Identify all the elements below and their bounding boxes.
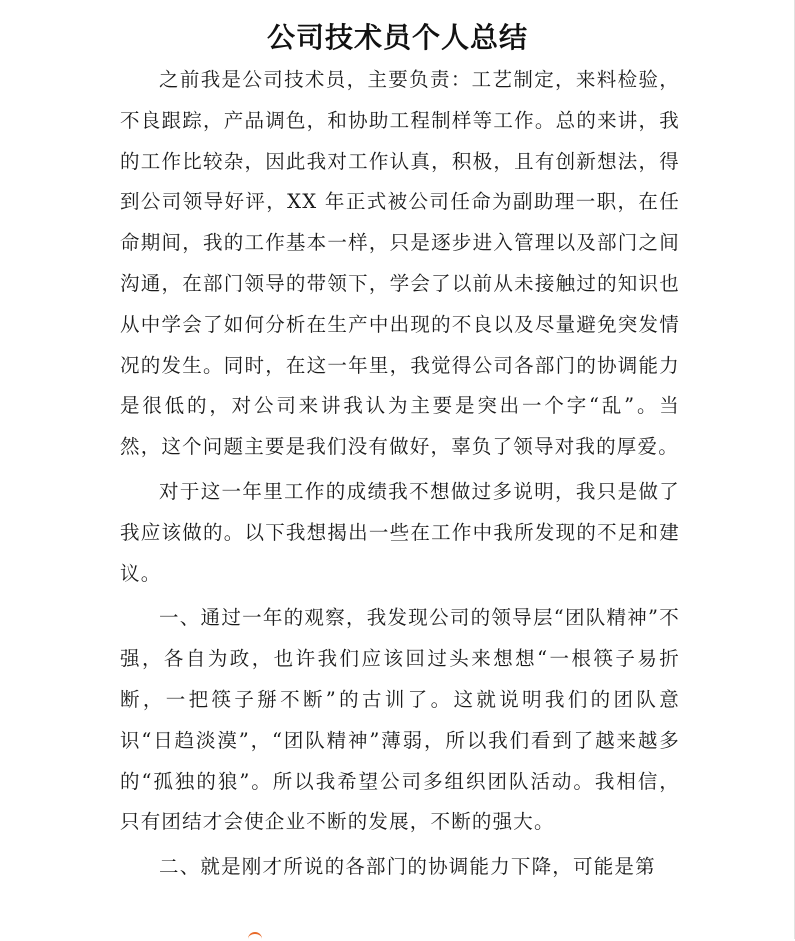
paragraph-intro: 之前我是公司技术员，主要负责：工艺制定，来料检验，不良跟踪，产品调色，和协助工程制样等工作。总的来讲，我的工作比较杂，因此我对工作认真，积极，且有创新想法，得到公司领导好评，XX 年正式被公司任命为副助理一职，在任命期间，我的工作基本一样，只是逐步进入管理以及部门之间沟通，在部门领导的带领下，学会了以前从未接触过的知识也从中学会了如何分析在生产中出现的不良以及尽量避免突发情况的发生。同时，在这一年里，我觉得公司各部门的协调能力是很低的，对公司来讲我认为主要是突出一个字“乱”。当然，这个问题主要是我们没有做好，辜负了领导对我的厚爱。 [120, 68, 680, 459]
paragraph-suggestion-two: 二、就是刚才所说的各部门的协调能力下降，可能是第 [159, 855, 656, 879]
paragraph-suggestion-one: 一、通过一年的观察，我发现公司的领导层“团队精神”不强，各自为政，也许我们应该回过头来想想“一根筷子易折断，一把筷子掰不断”的古训了。这就说明我们的团队意识“日趋淡漠”，“团队精神”薄弱，所以我们看到了越来越多的“孤独的狼”。所以我希望公司多组织团队活动。我相信，只有团结才会使企业不断的发展，不断的强大。 [120, 606, 680, 834]
document-body [120, 60, 680, 888]
document-title: 公司技术员个人总结 [266, 21, 528, 54]
paragraph-achievements: 对于这一年里工作的成绩我不想做过多说明，我只是做了我应该做的。以下我想揭出一些在工作中我所发现的不足和建议。 [120, 479, 680, 585]
page-edge-mark [248, 932, 262, 941]
